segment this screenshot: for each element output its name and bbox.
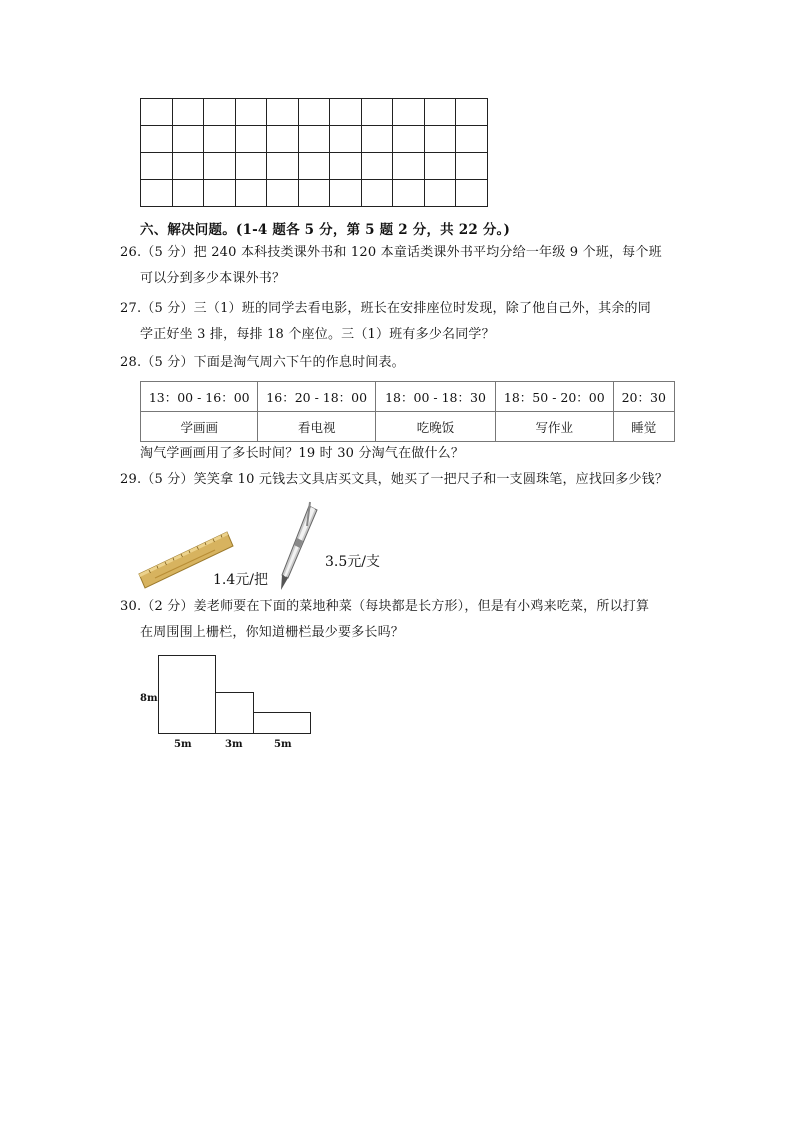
grid-cell	[267, 126, 299, 153]
grid-cell	[456, 153, 488, 180]
grid-cell	[361, 180, 393, 207]
schedule-time-row	[141, 382, 675, 412]
grid-cell	[330, 126, 362, 153]
question-30	[120, 594, 649, 646]
grid-row	[141, 126, 488, 153]
grid-cell	[204, 180, 236, 207]
grid-cell	[298, 180, 330, 207]
question-28-question: 淘气学画画用了多长时间？19 时 30 分淘气在做什么？	[140, 446, 465, 461]
question-26-line2: 可以分到多少本课外书？	[140, 271, 286, 286]
grid-cell	[424, 153, 456, 180]
plot-rectangle-small	[253, 712, 311, 734]
grid-cell	[456, 126, 488, 153]
grid-row	[141, 153, 488, 180]
question-30-line1: 30.（2 分）姜老师要在下面的菜地种菜（每块都是长方形），但是有小鸡来吃菜，所以打算	[120, 599, 650, 614]
activity-cell: 看电视	[258, 412, 375, 442]
grid-cell	[424, 99, 456, 126]
grid-cell	[393, 180, 425, 207]
grid-cell	[456, 99, 488, 126]
grid-cell	[361, 99, 393, 126]
schedule-table	[140, 381, 675, 442]
grid-cell	[204, 126, 236, 153]
grid-cell	[267, 153, 299, 180]
section-title: 六、解决问题。(1-4 题各 5 分，第 5 题 2 分，共 22 分。)	[140, 222, 511, 238]
time-cell: 13：00 - 16：00	[141, 382, 258, 412]
grid-cell	[298, 153, 330, 180]
grid-cell	[235, 153, 267, 180]
grid-cell	[424, 180, 456, 207]
plot-rectangle-large	[158, 655, 216, 734]
grid-cell	[424, 126, 456, 153]
grid-cell	[361, 126, 393, 153]
question-27-line1: 27.（5 分）三（1）班的同学去看电影，班长在安排座位时发现，除了他自己外，其余的同	[120, 301, 651, 316]
grid-cell	[456, 180, 488, 207]
grid-cell	[235, 99, 267, 126]
time-cell: 20：30	[613, 382, 674, 412]
grid-cell	[141, 126, 173, 153]
question-28-line1: 28.（5 分）下面是淘气周六下午的作息时间表。	[120, 355, 405, 370]
grid-cell	[141, 153, 173, 180]
schedule-activity-row	[141, 412, 675, 442]
question-26	[120, 240, 662, 292]
question-30-line2: 在周围围上栅栏，你知道栅栏最少要多长吗？	[140, 625, 405, 640]
height-label: 8m	[140, 693, 158, 704]
question-27-line2: 学正好坐 3 排，每排 18 个座位。三（1）班有多少名同学？	[140, 327, 495, 342]
writing-grid	[140, 98, 488, 207]
grid-cell	[298, 99, 330, 126]
grid-cell	[141, 180, 173, 207]
grid-cell	[141, 99, 173, 126]
grid-cell	[393, 153, 425, 180]
grid-cell	[204, 153, 236, 180]
grid-cell	[172, 153, 204, 180]
grid-cell	[235, 126, 267, 153]
question-26-line1: 26.（5 分）把 240 本科技类课外书和 120 本童话类课外书平均分给一年级 9 个班，每个班	[120, 245, 662, 260]
grid-cell	[298, 126, 330, 153]
activity-cell: 睡觉	[613, 412, 674, 442]
grid-row	[141, 99, 488, 126]
grid-cell	[330, 180, 362, 207]
plot-rectangle-middle	[215, 692, 254, 734]
time-cell: 16：20 - 18：00	[258, 382, 375, 412]
activity-cell: 吃晚饭	[375, 412, 495, 442]
activity-cell: 学画画	[141, 412, 258, 442]
time-cell: 18：50 - 20：00	[496, 382, 613, 412]
grid-row	[141, 180, 488, 207]
activity-cell: 写作业	[496, 412, 613, 442]
grid-cell	[330, 153, 362, 180]
width-label: 5m	[274, 739, 292, 750]
grid-cell	[330, 99, 362, 126]
grid-cell	[204, 99, 236, 126]
question-27	[120, 296, 651, 348]
width-label: 5m	[174, 739, 192, 750]
ruler-price: 1.4元/把	[213, 572, 268, 588]
grid-cell	[172, 126, 204, 153]
grid-cell	[393, 99, 425, 126]
grid-cell	[361, 153, 393, 180]
pen-price: 3.5元/支	[325, 554, 380, 570]
grid-cell	[267, 180, 299, 207]
grid-cell	[235, 180, 267, 207]
grid-cell	[172, 180, 204, 207]
width-label: 3m	[225, 739, 243, 750]
question-29-line1: 29.（5 分）笑笑拿 10 元钱去文具店买文具，她买了一把尺子和一支圆珠笔，应找回多少钱？	[120, 472, 669, 487]
grid-cell	[172, 99, 204, 126]
time-cell: 18：00 - 18：30	[375, 382, 495, 412]
grid-cell	[393, 126, 425, 153]
grid-cell	[267, 99, 299, 126]
pen-icon	[281, 502, 317, 590]
